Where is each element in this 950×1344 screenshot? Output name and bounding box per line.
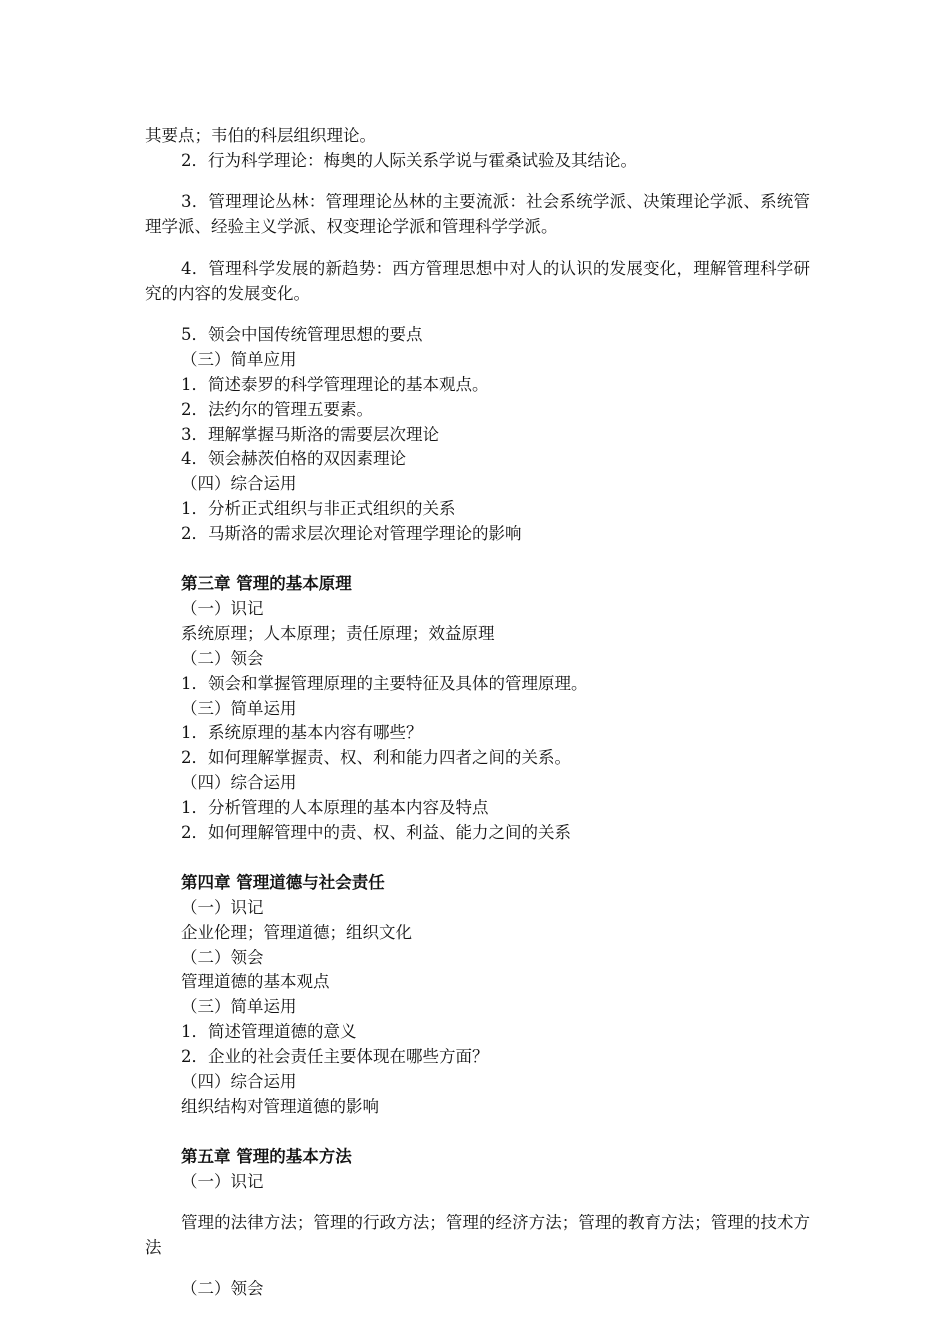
section-heading: （四）综合运用 (181, 1072, 297, 1092)
chapter-title: 第三章 管理的基本原理 (181, 573, 352, 593)
spacer (145, 547, 810, 572)
chapter-title: 第四章 管理道德与社会责任 (181, 872, 385, 892)
section-heading: （四）综合运用 (181, 773, 297, 793)
list-item: 1．领会和掌握管理原理的主要特征及具体的管理原理。 (181, 673, 588, 693)
section-heading: （二）领会 (181, 648, 264, 668)
list-item: 5．领会中国传统管理思想的要点 (181, 324, 423, 344)
list-item: 1．系统原理的基本内容有哪些？ (181, 723, 423, 743)
spacer (145, 1120, 810, 1145)
list-item: 1．分析管理的人本原理的基本内容及特点 (181, 798, 489, 818)
list-item: 3．管理理论丛林：管理理论丛林的主要流派：社会系统学派、决策理论学派、系统管理学派、经验主义学派、权变理论学派和管理科学学派。 (145, 192, 810, 237)
section-heading: （一）识记 (181, 1171, 264, 1191)
list-item: 4．管理科学发展的新趋势：西方管理思想中对人的认识的发展变化，理解管理科学研究的内容的发展变化。 (145, 258, 810, 303)
list-item: 4．领会赫茨伯格的双因素理论 (181, 449, 406, 469)
list-item: 2．行为科学理论：梅奥的人际关系学说与霍桑试验及其结论。 (181, 150, 637, 170)
section-heading: （四）综合运用 (181, 474, 297, 494)
chapter-title: 第五章 管理的基本方法 (181, 1146, 352, 1166)
list-item: 2．法约尔的管理五要素。 (181, 399, 373, 419)
list-item: 2．马斯洛的需求层次理论对管理学理论的影响 (181, 524, 522, 544)
text-line: 管理道德的基本观点 (181, 972, 330, 992)
text-line: 企业伦理；管理道德；组织文化 (181, 922, 412, 942)
list-item: 1．分析正式组织与非正式组织的关系 (181, 499, 456, 519)
list-item: 3．理解掌握马斯洛的需要层次理论 (181, 424, 439, 444)
section-heading: （三）简单运用 (181, 698, 297, 718)
text-line: 管理的法律方法；管理的行政方法；管理的经济方法；管理的教育方法；管理的技术方法 (145, 1213, 810, 1258)
section-heading: （一）识记 (181, 598, 264, 618)
section-heading: （三）简单运用 (181, 997, 297, 1017)
text-line: 系统原理；人本原理；责任原理；效益原理 (181, 623, 495, 643)
section-heading: （三）简单应用 (181, 349, 297, 369)
list-item: 2．企业的社会责任主要体现在哪些方面？ (181, 1047, 489, 1067)
list-item: 1．简述泰罗的科学管理理论的基本观点。 (181, 374, 489, 394)
list-item: 2．如何理解管理中的责、权、利益、能力之间的关系 (181, 823, 571, 843)
text-line: 其要点；韦伯的科层组织理论。 (145, 126, 376, 145)
section-heading: （二）领会 (181, 1279, 264, 1299)
document-body (145, 124, 810, 1302)
list-item: 2．如何理解掌握责、权、利和能力四者之间的关系。 (181, 748, 571, 768)
section-heading: （一）识记 (181, 897, 264, 917)
spacer (145, 846, 810, 871)
text-line: 组织结构对管理道德的影响 (181, 1097, 379, 1116)
section-heading: （二）领会 (181, 947, 264, 967)
list-item: 1．简述管理道德的意义 (181, 1022, 357, 1042)
